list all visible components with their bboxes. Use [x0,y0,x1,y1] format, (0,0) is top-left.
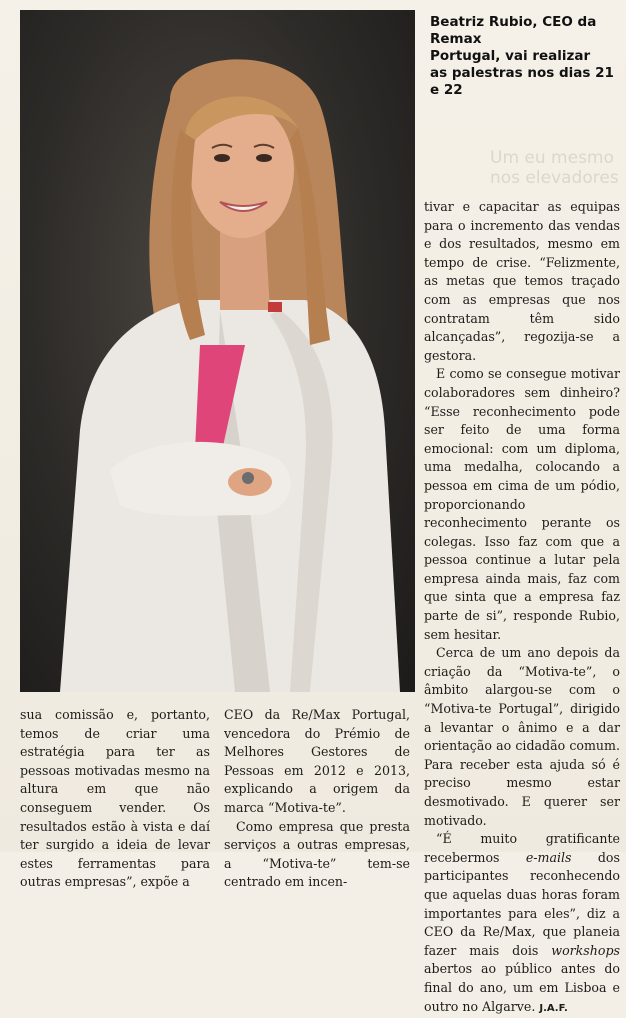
show-through-text [490,148,620,188]
caption-line: Beatriz Rubio, CEO da Remax [430,14,597,47]
article-column-bottom-left [20,706,210,892]
paragraph: Como empresa que presta serviços a outras empresas, a “Motiva-te” tem-se centrado em incen- [224,818,410,890]
caption-line: as palestras nos dias 21 e 22 [430,65,614,98]
woman-portrait-illustration [20,10,415,692]
paragraph: sua comissão e, portanto, temos de criar uma estratégia para ter as pessoas motivadas mesmo na altura em que não conseguem vender. Os resultados estão à vista e daí ter surgido a ideia de levar estes ferramentas para outras empresas”, expõe a [20,707,210,890]
ghost-line: Um eu mesmo [490,148,614,168]
paragraph: CEO da Re/Max Portugal, vencedora do Prémio de Melhores Gestores de Pessoas em 2012 e 2013, explicando a origem da marca “Motiva-te”. [224,707,410,815]
ghost-line: nos elevadores [490,168,619,188]
paragraph-quote [424,830,620,1018]
text-run: abertos ao público antes do final do ano, um em Lisboa e outro no Algarve. [424,961,620,1014]
paragraph: Cerca de um ano depois da criação da “Motiva-te”, o âmbito alargou-se com o “Motiva-te Portugal”, dirigido a levantar o ânimo e a dar orientação ao cidadão comum. Para receber esta ajuda só é preciso mesmo estar desmotivado. E querer ser motivado. [424,645,620,828]
paragraph: E como se consegue motivar colaboradores sem dinheiro? “Esse reconhecimento pode ser feito de uma forma emocional: com um diploma, uma medalha, colocando a pessoa em cima de um pódio, proporcionando reconhecimento perante os colegas. Isso faz com que a pessoa continue a lutar pela empresa ainda mais, faz com que sinta que a empresa faz parte de si”, responde Rubio, sem hesitar. [424,366,620,642]
author-signature: J.A.F. [539,1002,568,1014]
caption-line: Portugal, vai realizar [430,48,591,64]
portrait-photo [20,10,415,692]
italic-term: workshops [551,942,620,958]
paragraph: tivar e capacitar as equipas para o incremento das vendas e dos resultados, mesmo em tempo de crise. “Felizmente, as metas que temos traçado com as empresas que nos contratam têm sido alcançadas”, regozija-se a gestora. [424,199,620,363]
text-run: “É muito gratificante recebermos [424,831,620,865]
text-run: dos participantes reconhecendo que aquelas duas horas foram importantes para eles”, diz a CEO da Re/Max, que planeia fazer mais dois [424,849,620,958]
article-column-right [424,198,620,1018]
italic-term: e-mails [525,849,572,865]
photo-caption [430,14,620,99]
article-column-bottom-middle [224,706,410,892]
